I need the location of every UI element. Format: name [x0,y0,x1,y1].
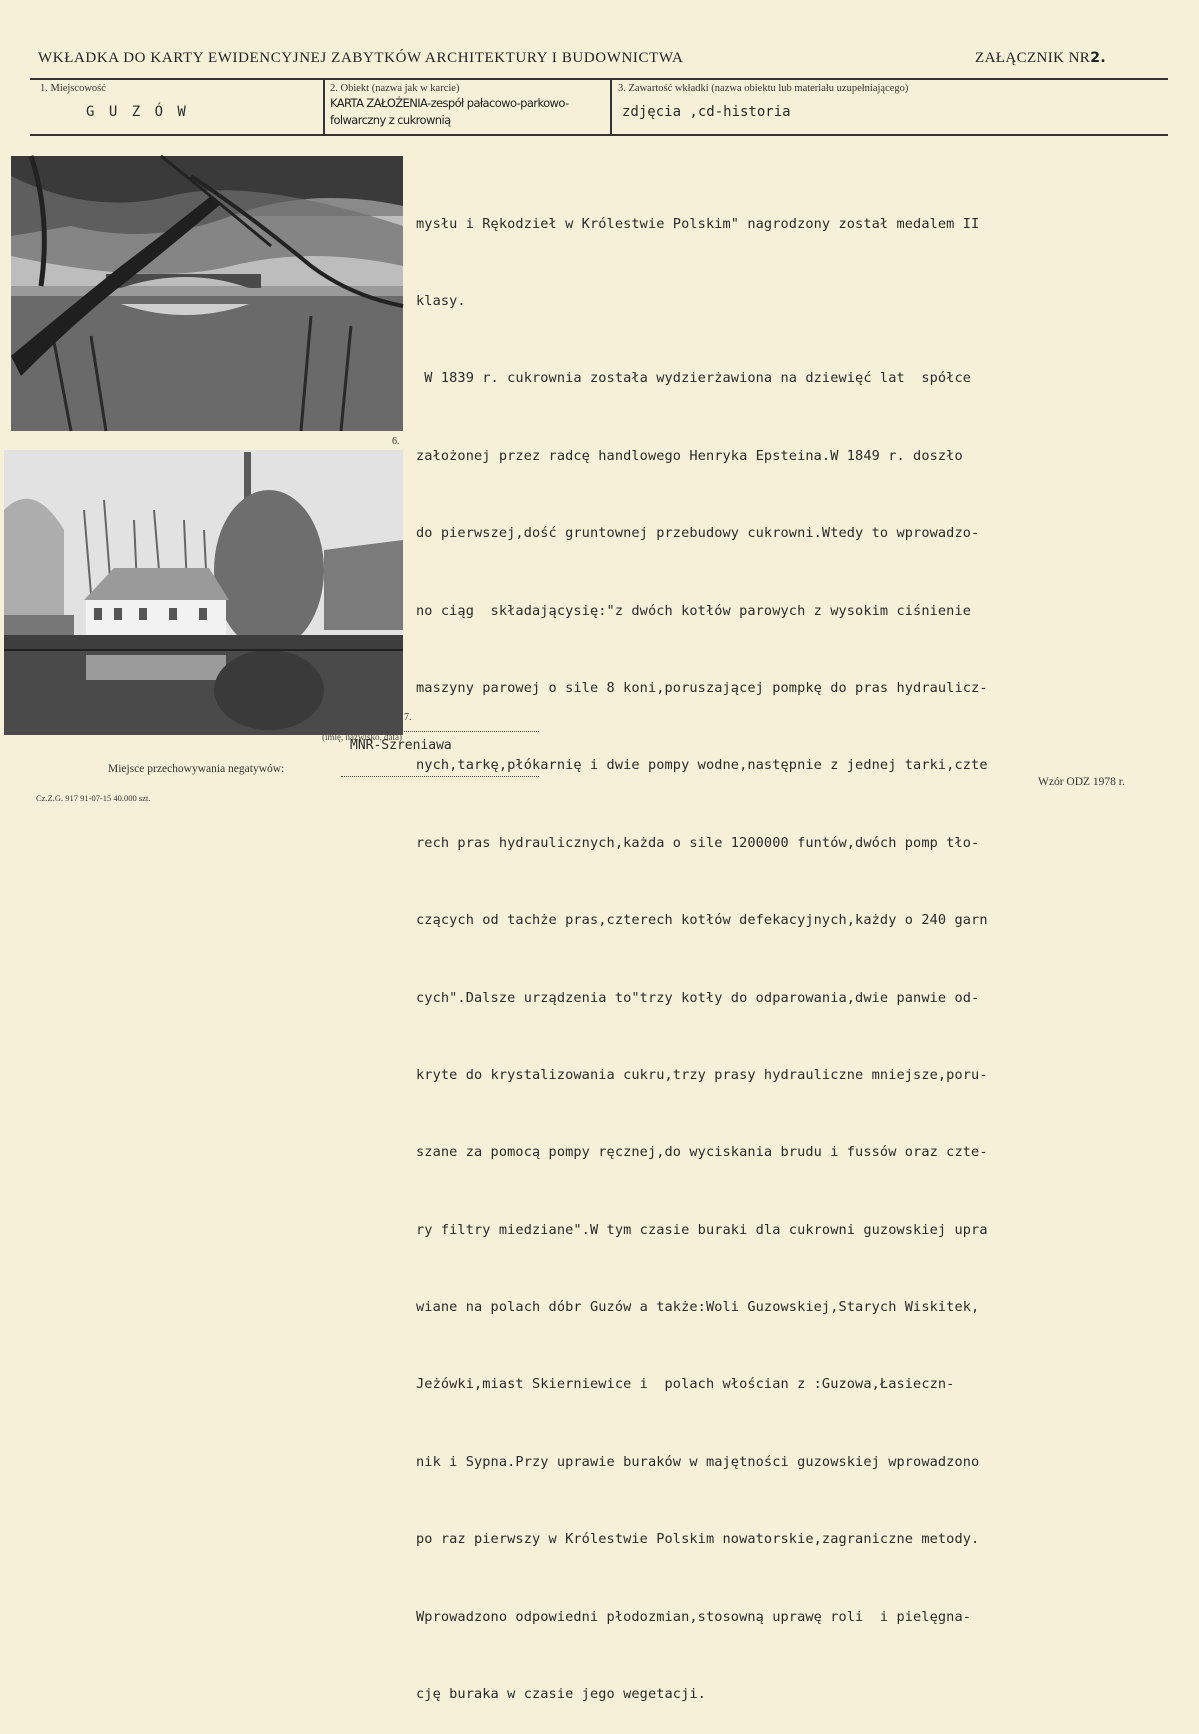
form-title: WKŁADKA DO KARTY EWIDENCYJNEJ ZABYTKÓW ARCHITEKTURY I BUDOWNICTWA [38,50,684,66]
text-line: wiane na polach dóbr Guzów a także:Woli Guzowskiej,Starych Wiskitek, [416,1299,980,1316]
name-date-hint: (imię, nazwisko, data) [322,732,402,742]
text-line: rech pras hydraulicznych,każda o sile 1200000 funtów,dwóch pomp tło- [416,834,980,851]
text-line: założonej przez radcę handlowego Henryka Epsteina.W 1849 r. doszło [416,447,963,464]
header-rule [30,78,1168,80]
photo-1-number: 6. [392,436,400,447]
annex-number [975,50,1106,67]
text-line: nik i Sypna.Przy uprawie buraków w majętności guzowskiej wprowadzono [416,1453,980,1470]
print-info: Cz.Z.G. 917 91-07-15 40.000 szt. [36,793,151,803]
field-divider-2 [610,80,612,134]
object-value-line2: folwarczny z cukrownią [330,113,451,127]
text-line: czących od tachże pras,czterech kotłów defekacyjnych,każdy o 240 garn [416,912,988,929]
text-line: W 1839 r. cukrownia została wydzierżawiona na dziewięć lat spółce [416,370,972,387]
storage-value: MNR-Szreniawa [350,738,452,753]
text-line: maszyny parowej o sile 8 koni,poruszającej pompkę do pras hydraulicz- [416,679,988,696]
text-line: cych".Dalsze urządzenia to"trzy kotły do odparowania,dwie panwie od- [416,989,980,1006]
content-label: 3. Zawartość wkładki (nazwa obiektu lub materiału uzupełniającego) [618,83,909,94]
photo-house-pond-icon [4,450,403,735]
text-line: cję buraka w czasie jego wegetacji. [416,1686,706,1703]
photo-park-bridge-icon [11,156,403,431]
text-line: no ciąg składającysię:"z dwóch kotłów parowych z wysokim ciśnienie [416,602,972,619]
fields-bottom-rule [30,134,1168,136]
annex-number-value: 2. [1090,50,1107,66]
locality-label: 1. Miejscowość [40,83,106,94]
text-line: kryte do krystalizowania cukru,trzy prasy hydrauliczne mniejsze,poru- [416,1066,988,1083]
text-line: ry filtry miedziane".W tym czasie buraki dla cukrowni guzowskiej upra [416,1221,988,1238]
text-line: szane za pomocą pompy ręcznej,do wyciskania brudu i fussów oraz czte- [416,1144,988,1161]
photo-2-number: 7. [404,712,412,723]
storage-dotted-line [341,776,539,777]
field-divider-1 [323,80,325,134]
text-line: Jeżówki,miast Skierniewice i polach włościan z :Guzowa,Łasieczn- [416,1376,955,1393]
storage-label: Miejsce przechowywania negatywów: [108,763,285,775]
object-label: 2. Obiekt (nazwa jak w karcie) [330,83,460,94]
text-line: po raz pierwszy w Królestwie Polskim nowatorskie,zagraniczne metody. [416,1531,980,1548]
text-line: do pierwszej,dość gruntownej przebudowy cukrowni.Wtedy to wprowadzo- [416,525,980,542]
text-line: klasy. [416,292,466,309]
photo-house-pond [4,450,403,735]
locality-value: G U Z Ó W [86,104,189,120]
content-value: zdjęcia ,cd-historia [622,104,791,120]
history-text [416,160,1156,1734]
form-id: Wzór ODZ 1978 r. [1038,776,1125,788]
text-line: mysłu i Rękodzieł w Królestwie Polskim" nagrodzony został medalem II [416,215,980,232]
photo-park-bridge [11,156,403,431]
annex-label: ZAŁĄCZNIK NR [975,50,1091,66]
text-line: Wprowadzono odpowiedni płodozmian,stosowną uprawę roli i pielęgna- [416,1608,972,1625]
text-line: nych,tarkę,płókarnię i dwie pompy wodne,następnie z jednej tarki,czte [416,757,988,774]
object-value-line1: KARTA ZAŁOŻENIA-zespół pałacowo-parkowo- [330,96,569,110]
